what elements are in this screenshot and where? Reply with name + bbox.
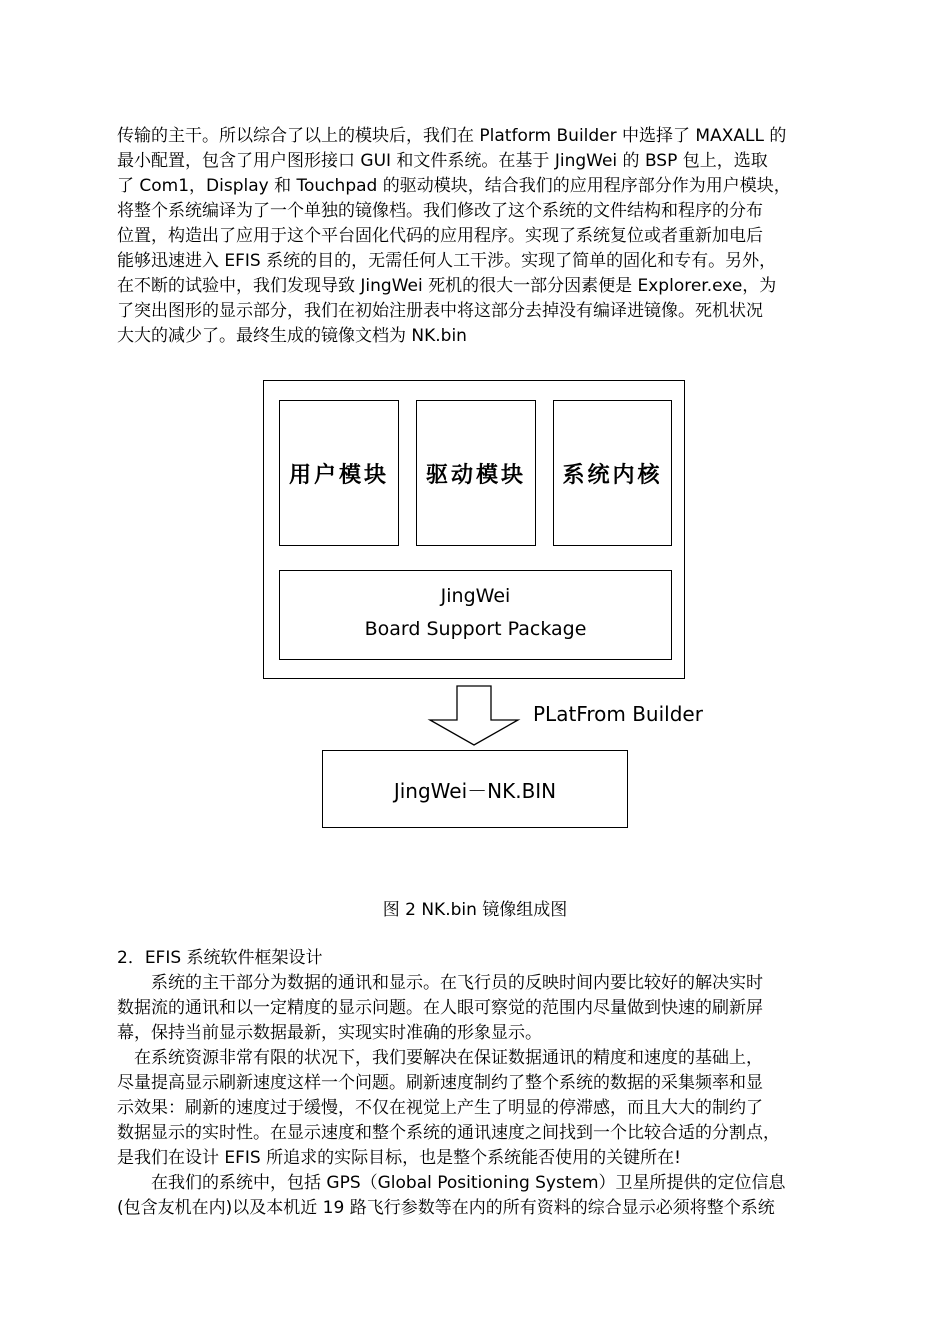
figure-caption: 图 2 NK.bin 镜像组成图 <box>382 900 568 920</box>
paragraph-line: 幕，保持当前显示数据最新，实现实时准确的形象显示。 <box>117 1023 542 1043</box>
driver-module-box: 驱动模块 <box>416 400 536 546</box>
paragraph-line: 尽量提高显示刷新速度这样一个问题。刷新速度制约了整个系统的数据的采集频率和显 <box>117 1073 763 1093</box>
paragraph-line: 了 Com1，Display 和 Touchpad 的驱动模块，结合我们的应用程序部分作为用户模块， <box>117 176 791 196</box>
output-image-box: JingWei－NK.BIN <box>322 750 628 828</box>
paragraph-line: 在不断的试验中，我们发现导致 JingWei 死机的很大一部分因素便是 Explorer.exe，为 <box>117 276 777 296</box>
bsp-title: JingWei <box>440 585 511 607</box>
paragraph-line: 系统的主干部分为数据的通讯和显示。在飞行员的反映时间内要比较好的解决实时 <box>117 973 763 993</box>
paragraph-line: 传输的主干。所以综合了以上的模块后，我们在 Platform Builder 中选择了 MAXALL 的 <box>117 126 787 146</box>
bsp-box <box>279 570 672 660</box>
paragraph-line: 示效果：刷新的速度过于缓慢，不仅在视觉上产生了明显的停滞感，而且大大的制约了 <box>117 1098 763 1118</box>
paragraph-line: 位置，构造出了应用于这个平台固化代码的应用程序。实现了系统复位或者重新加电后 <box>117 226 763 246</box>
kernel-module-box: 系统内核 <box>553 400 672 546</box>
paragraph-line: 最小配置，包含了用户图形接口 GUI 和文件系统。在基于 JingWei 的 BSP 包上，选取 <box>117 151 768 171</box>
paragraph-line: 是我们在设计 EFIS 所追求的实际目标，也是整个系统能否使用的关键所在! <box>117 1148 681 1168</box>
paragraph-line: 数据显示的实时性。在显示速度和整个系统的通讯速度之间找到一个比较合适的分割点， <box>117 1123 780 1143</box>
paragraph-line: 了突出图形的显示部分，我们在初始注册表中将这部分去掉没有编译进镜像。死机状况 <box>117 301 763 321</box>
paragraph-line: 能够迅速进入 EFIS 系统的目的，无需任何人工干涉。实现了简单的固化和专有。另外， <box>117 251 777 271</box>
paragraph-line: (包含友机在内)以及本机近 19 路飞行参数等在内的所有资料的综合显示必须将整个系统 <box>117 1198 775 1218</box>
paragraph-line: 大大的减少了。最终生成的镜像文档为 NK.bin <box>117 326 467 346</box>
arrow-label: PLatFrom Builder <box>533 702 703 726</box>
user-module-box: 用户模块 <box>279 400 399 546</box>
paragraph-line: 将整个系统编译为了一个单独的镜像档。我们修改了这个系统的文件结构和程序的分布 <box>117 201 763 221</box>
section-heading: 2．EFIS 系统软件框架设计 <box>117 948 323 968</box>
paragraph-line: 在我们的系统中，包括 GPS（Global Positioning System）卫星所提供的定位信息 <box>117 1173 786 1193</box>
down-arrow-icon <box>424 685 524 747</box>
bsp-subtitle: Board Support Package <box>364 618 587 640</box>
paragraph-line: 在系统资源非常有限的状况下，我们要解决在保证数据通讯的精度和速度的基础上， <box>117 1048 763 1068</box>
paragraph-line: 数据流的通讯和以一定精度的显示问题。在人眼可察觉的范围内尽量做到快速的刷新屏 <box>117 998 763 1018</box>
